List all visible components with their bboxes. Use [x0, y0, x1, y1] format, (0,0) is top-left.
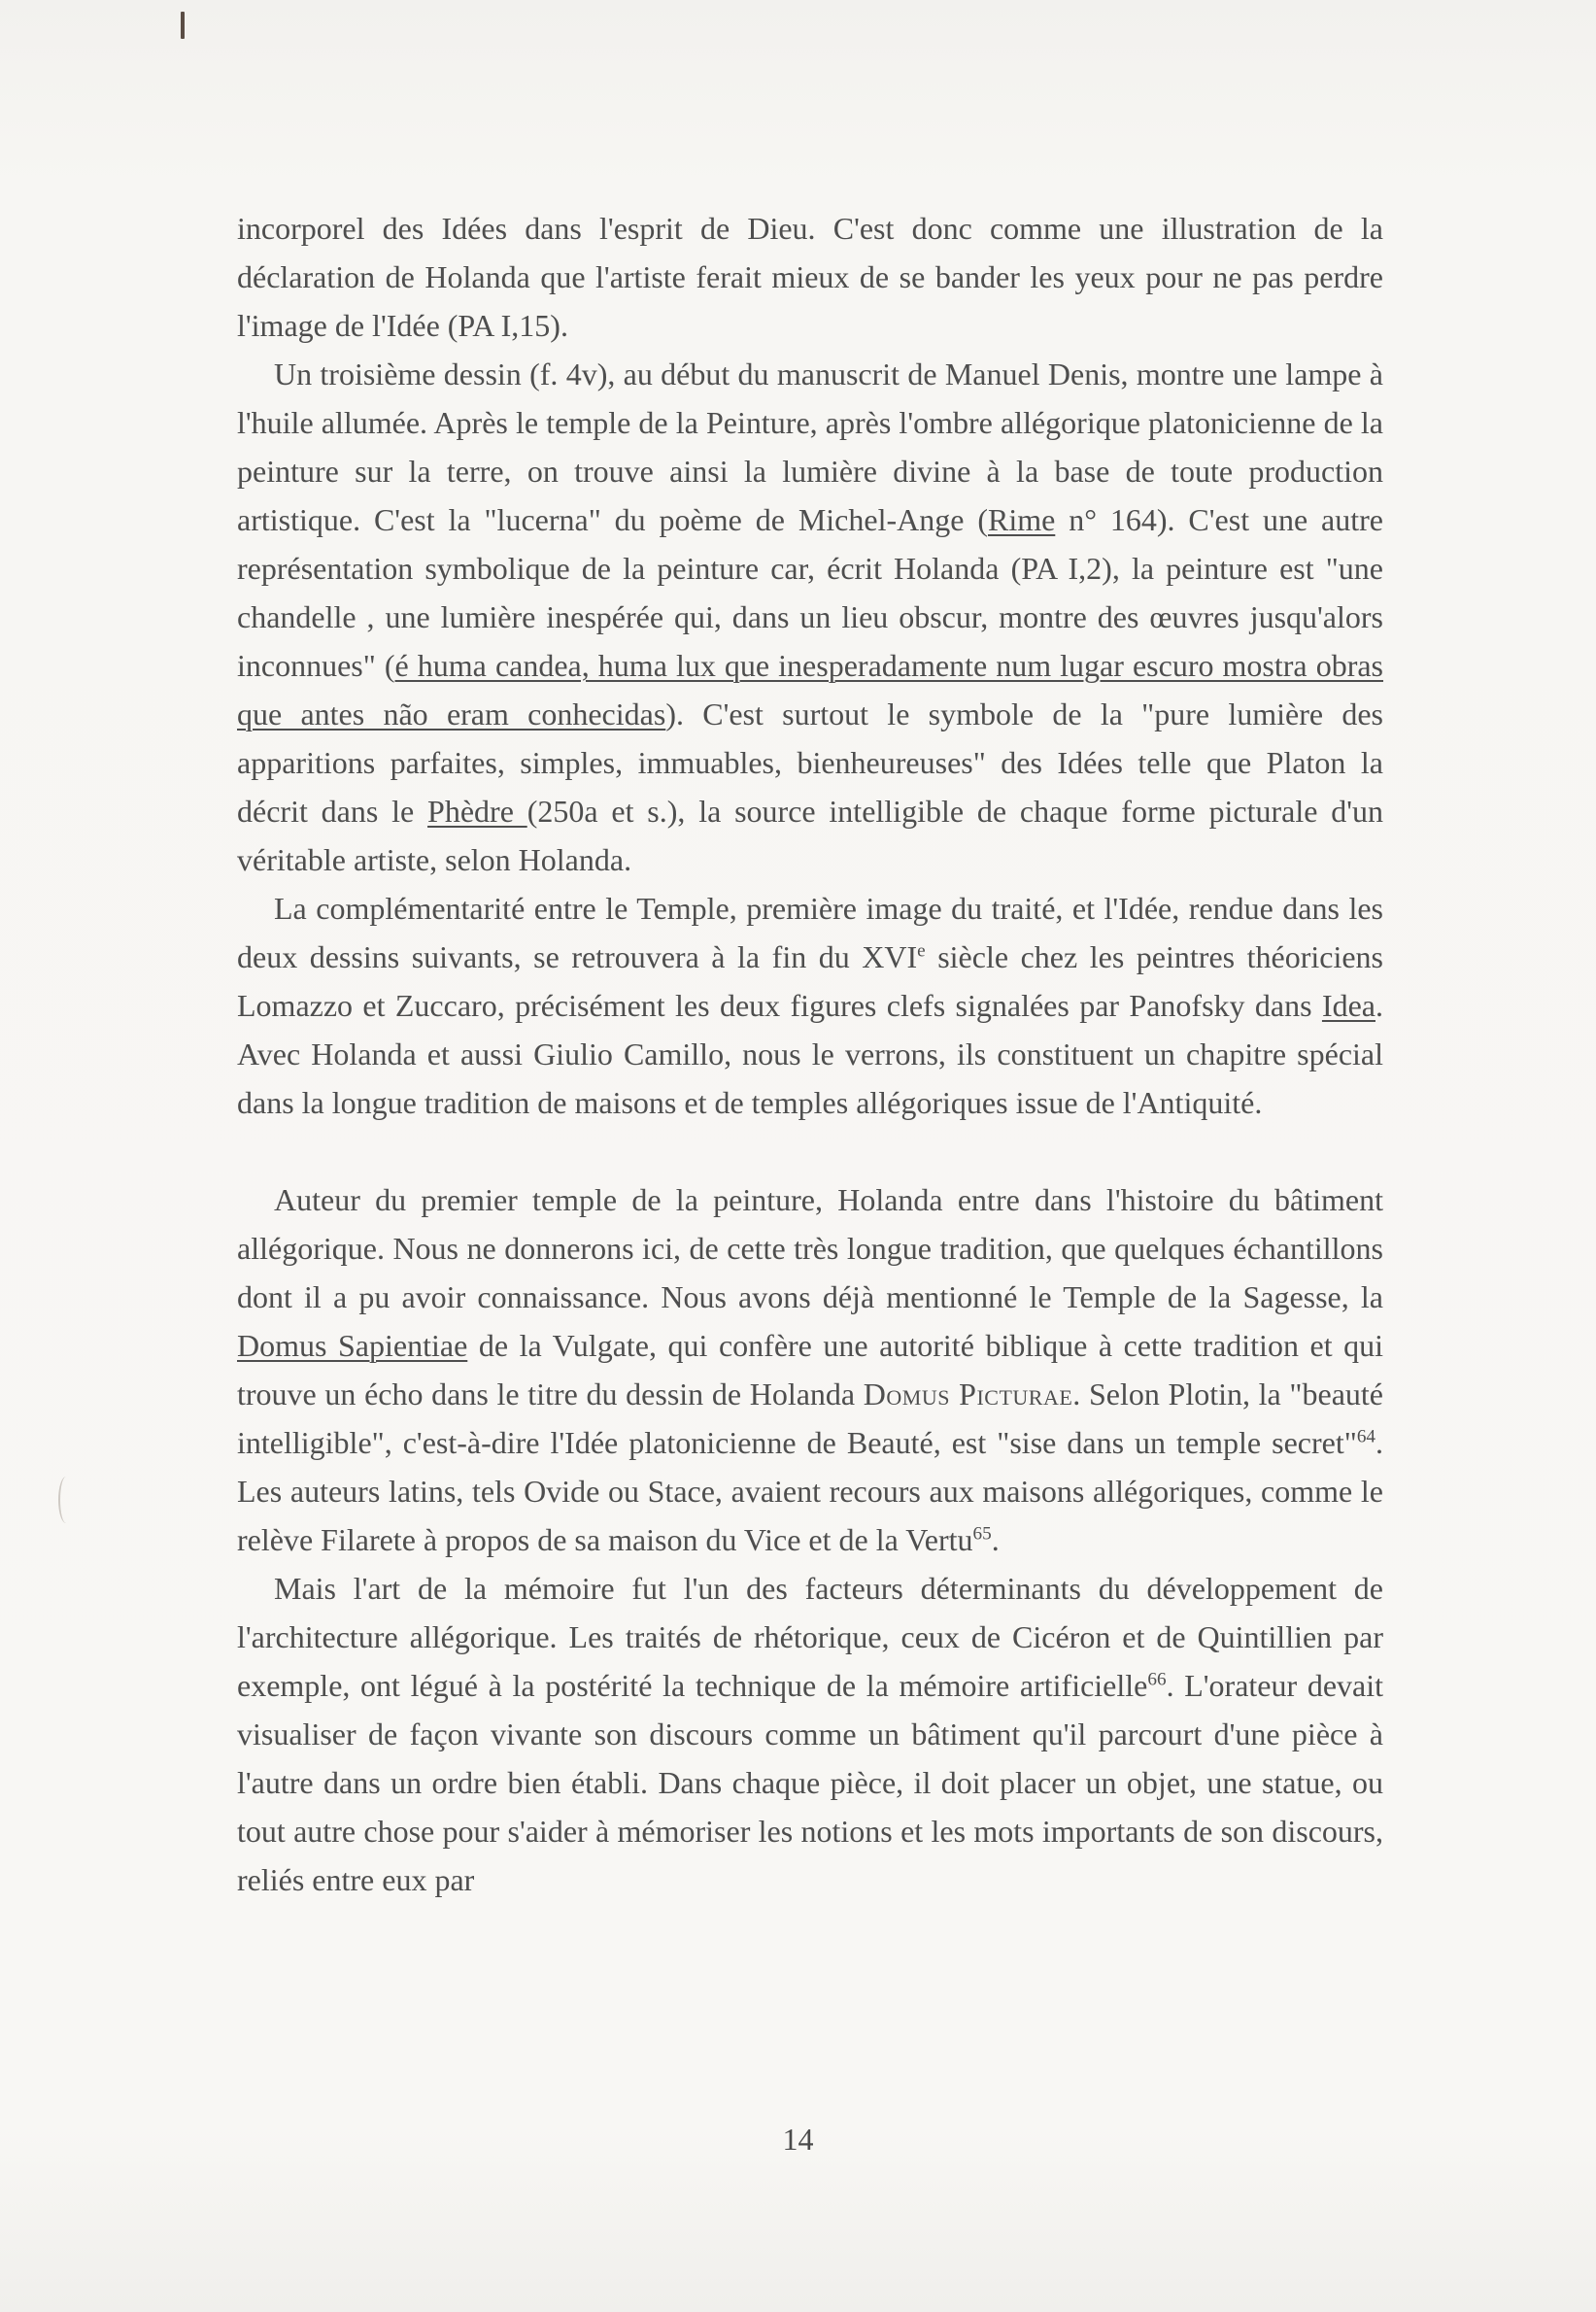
body-text — [237, 204, 1383, 1904]
paragraph-5: Mais l'art de la mémoire fut l'un des facteurs déterminants du développement de l'architecture allégorique. Les traités de rhétorique, ceux de Cicéron et de Quintillien par exemple, ont légué à la postérité la technique de la mémoire artificielle$^{66}$. L'orateur devait visualiser de façon vivante son discours comme un bâtiment qu'il parcourt d'une pièce à l'autre dans un ordre bien établi. Dans chaque pièce, il doit placer un objet, une statue, ou tout autre chose pour s'aider à mémoriser les notions et les mots importants de son discours, reliés entre eux par — [237, 1571, 1384, 1897]
underlined-title-domus: Domus Sapientiae — [237, 1328, 468, 1363]
small-caps-title: Domus Picturae — [863, 1377, 1073, 1411]
paragraph-4: Auteur du premier temple de la peinture, Holanda entre dans l'histoire du bâtiment allégorique. Nous ne donnerons ici, de cette très longue tradition, que quelques échantillons dont il a pu avoir connaissance. Nous avons déjà mentionné le Temple de la Sagesse, la Domus Sapientiae de la Vulgate, qui confère une autorité biblique à cette tradition et qui trouve un écho dans le titre du dessin de Holanda Domus Picturae. Selon Plotin, la "beauté intelligible", c'est-à-dire l'Idée platonicienne de Beauté, est "sise dans un temple secret"$^{64}$. Les auteurs latins, tels Ovide ou Stace, avaient recours aux maisons allégoriques, comme le relève Filarete à propos de sa maison du Vice et de la Vertu$^{65}$. — [237, 1182, 1384, 1557]
footnote-ref-64: 64 — [1356, 1426, 1375, 1447]
underlined-title-phedre: Phèdre — [427, 794, 527, 829]
paragraph-1: incorporel des Idées dans l'esprit de Dieu. C'est donc comme une illustration de la déclaration de Holanda que l'artiste ferait mieux de se bander les yeux pour ne pas perdre l'image de l'Idée (PA I,15). — [237, 211, 1383, 343]
underlined-title-rime: Rime — [987, 502, 1056, 537]
footnote-ref-65: 65 — [972, 1523, 992, 1545]
page-number: 14 — [782, 2122, 814, 2157]
ink-mark — [181, 12, 185, 39]
margin-mark — [58, 1477, 74, 1523]
footnote-ref-66: 66 — [1147, 1669, 1167, 1690]
paragraph-3: La complémentarité entre le Temple, première image du traité, et l'Idée, rendue dans les deux dessins suivants, se retrouvera à la fin du XVIe siècle chez les peintres théoriciens Lomazzo et Zuccaro, précisément les deux figures clefs signalées par Panofsky dans Idea. Avec Holanda et aussi Giulio Camillo, nous le verrons, ils constituent un chapitre spécial dans la longue tradition de maisons et de temples allégoriques issue de l'Antiquité. — [237, 891, 1384, 1120]
underlined-quote: é huma candea, huma lux que inesperadamente num lugar escuro mostra obras que antes não eram conhecidas — [237, 648, 1384, 731]
underlined-title-idea: Idea — [1321, 988, 1375, 1023]
paragraph-2: Un troisième dessin (f. 4v), au début du manuscrit de Manuel Denis, montre une lampe à l'huile allumée. Après le temple de la Peinture, après l'ombre allégorique platonicienne de la peinture sur la terre, on trouve ainsi la lumière divine à la base de toute production artistique. C'est la "lucerna" du poème de Michel-Ange (Rime n° 164). C'est une autre représentation symbolique de la peinture car, écrit Holanda (PA I,2), la peinture est "une chandelle , une lumière inespérée qui, dans un lieu obscur, montre des œuvres jusqu'alors inconnues" (é huma candea, huma lux que inesperadamente num lugar escuro mostra obras que antes não eram conhecidas). C'est surtout le symbole de la "pure lumière des apparitions parfaites, simples, immuables, bienheureuses" des Idées telle que Platon la décrit dans le Phèdre (250a et s.), la source intelligible de chaque forme picturale d'un véritable artiste, selon Holanda. — [237, 357, 1384, 877]
